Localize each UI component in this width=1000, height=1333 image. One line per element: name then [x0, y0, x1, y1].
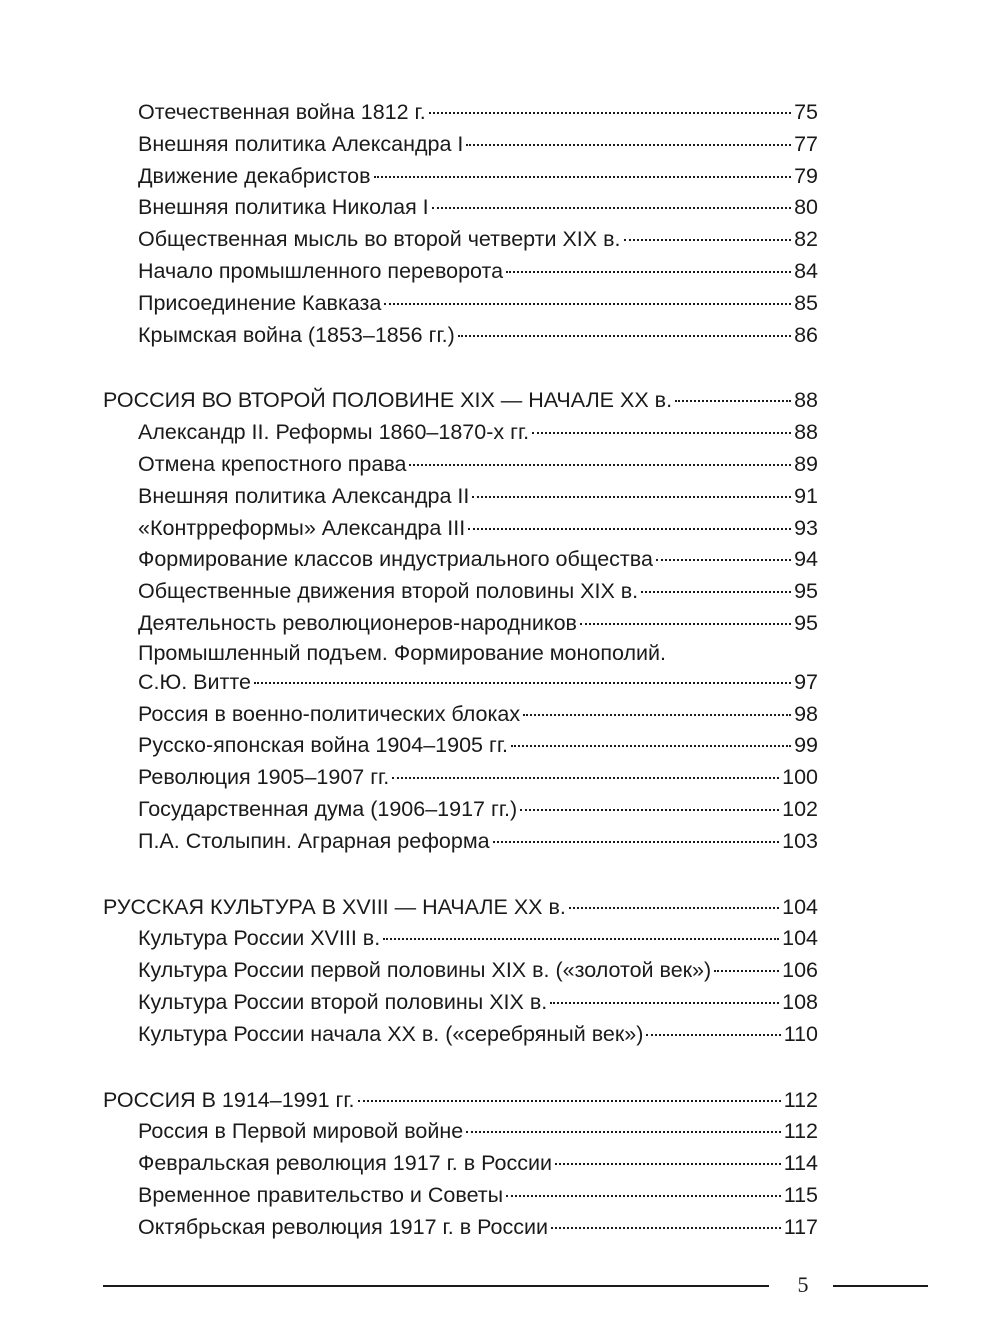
toc-entry[interactable]	[103, 288, 818, 320]
toc-entry[interactable]	[103, 1148, 818, 1180]
toc-entry-title: Деятельность революционеров-народников	[138, 610, 577, 635]
toc-entry-title: Александр II. Реформы 1860–1870-х гг.	[138, 420, 530, 445]
toc-entry-title: Внешняя политика Александра I	[138, 131, 464, 156]
toc-section-heading[interactable]	[103, 385, 818, 417]
dot-leader	[624, 239, 792, 241]
toc-entry-page-number: 115	[783, 1182, 818, 1207]
toc-entry-page-number: 108	[782, 989, 818, 1014]
toc-entry-title: Формирование классов индустриального общества	[138, 547, 653, 572]
toc-entry-title: Отмена крепостного права	[138, 451, 407, 476]
toc-entry-title: Начало промышленного переворота	[138, 258, 504, 283]
dot-leader	[675, 400, 791, 402]
dot-leader	[493, 841, 780, 843]
toc-section	[103, 892, 818, 1051]
toc-entry-title: Общественная мысль во второй четверти XIX в.	[138, 227, 621, 252]
toc-entry-title: Временное правительство и Советы	[138, 1182, 504, 1207]
toc-entry[interactable]	[103, 762, 818, 794]
toc-entry-title: Крымская война (1853–1856 гг.)	[138, 322, 455, 347]
toc-section-heading-page-number: 88	[794, 388, 818, 413]
dot-leader	[374, 176, 792, 178]
toc-entry[interactable]	[103, 1180, 818, 1212]
table-of-contents	[103, 97, 818, 1278]
page-footer	[103, 1270, 928, 1300]
dot-leader	[656, 559, 791, 561]
toc-entry-title: Культура России второй половины XIX в.	[138, 989, 548, 1014]
toc-section-heading[interactable]	[103, 892, 818, 924]
toc-entry[interactable]	[103, 730, 818, 762]
dot-leader	[392, 777, 779, 779]
dot-leader	[506, 271, 791, 273]
dot-leader	[555, 1163, 781, 1165]
toc-section-heading-title: РУССКАЯ КУЛЬТУРА В XVIII — НАЧАЛЕ XX в.	[103, 894, 566, 919]
toc-section-heading-page-number: 104	[782, 894, 818, 919]
dot-leader	[468, 528, 791, 530]
toc-entry-page-number: 100	[782, 765, 818, 790]
toc-entry[interactable]	[103, 923, 818, 955]
toc-entry-page-number: 99	[794, 733, 818, 758]
toc-entry-title: Внешняя политика Николая I	[138, 195, 429, 220]
toc-entry-page-number: 95	[794, 610, 818, 635]
footer-rule-left	[103, 1285, 769, 1287]
toc-entry-title: Русско-японская война 1904–1905 гг.	[138, 733, 509, 758]
toc-section	[103, 385, 818, 857]
toc-entry[interactable]	[103, 129, 818, 161]
toc-entry-title: Россия в Первой мировой войне	[138, 1119, 464, 1144]
page-number: 5	[797, 1272, 809, 1297]
toc-entry[interactable]	[103, 256, 818, 288]
toc-entry-page-number: 95	[794, 579, 818, 604]
dot-leader	[641, 591, 791, 593]
dot-leader	[714, 970, 779, 972]
toc-entry-title: «Контрреформы» Александра III	[138, 515, 466, 540]
dot-leader	[580, 623, 791, 625]
toc-entry-page-number: 110	[783, 1021, 818, 1046]
toc-entry[interactable]	[103, 955, 818, 987]
toc-entry-title: Революция 1905–1907 гг.	[138, 765, 390, 790]
toc-section-heading[interactable]	[103, 1085, 818, 1117]
dot-leader	[458, 335, 791, 337]
toc-entry[interactable]	[103, 97, 818, 129]
toc-entry-title: Отечественная война 1812 г.	[138, 100, 426, 124]
toc-entry-page-number: 84	[794, 258, 818, 283]
dot-leader	[472, 496, 791, 498]
toc-entry-page-number: 91	[794, 483, 818, 508]
toc-entry[interactable]	[103, 826, 818, 858]
dot-leader	[646, 1034, 780, 1036]
toc-entry-page-number: 112	[783, 1119, 818, 1144]
toc-entry-title: П.А. Столыпин. Аграрная реформа	[138, 828, 490, 853]
toc-section	[103, 1085, 818, 1244]
toc-entry-page-number: 85	[794, 290, 818, 315]
toc-entry[interactable]	[103, 576, 818, 608]
toc-entry[interactable]	[103, 667, 818, 699]
dot-leader	[569, 907, 779, 909]
footer-rule-right	[833, 1285, 928, 1287]
toc-entry-page-number: 114	[783, 1151, 818, 1176]
toc-entry-title: Общественные движения второй половины XIX в.	[138, 579, 639, 604]
toc-entry-page-number: 102	[782, 796, 818, 821]
toc-entry-title: Культура России начала XX в. («серебряный век»)	[138, 1021, 644, 1046]
toc-entry[interactable]	[103, 794, 818, 826]
dot-leader	[506, 1195, 781, 1197]
dot-leader	[432, 207, 791, 209]
toc-entry-title: Движение декабристов	[138, 163, 371, 188]
toc-entry-title: Государственная дума (1906–1917 гг.)	[138, 796, 518, 821]
toc-entry-title: Россия в военно-политических блоках	[138, 701, 521, 726]
toc-entry[interactable]	[103, 699, 818, 731]
toc-entry-title: Культура России первой половины XIX в. («золотой век»)	[138, 958, 712, 983]
toc-entry-page-number: 77	[794, 131, 818, 156]
toc-entry[interactable]	[103, 161, 818, 193]
toc-section	[103, 97, 818, 351]
toc-entry-page-number: 88	[794, 420, 818, 445]
toc-entry-page-number: 117	[783, 1214, 818, 1239]
toc-entry[interactable]	[103, 1116, 818, 1148]
toc-entry[interactable]	[103, 481, 818, 513]
toc-entry-page-number: 80	[794, 195, 818, 220]
toc-section-heading-page-number: 112	[783, 1087, 818, 1112]
toc-entry-page-number: 104	[782, 926, 818, 951]
dot-leader	[551, 1227, 781, 1229]
toc-entry[interactable]	[103, 1019, 818, 1051]
dot-leader	[550, 1002, 779, 1004]
toc-entry-page-number: 89	[794, 451, 818, 476]
dot-leader	[466, 1131, 781, 1133]
toc-entry[interactable]	[103, 417, 818, 449]
dot-leader	[520, 809, 779, 811]
dot-leader	[523, 714, 791, 716]
toc-entry[interactable]	[103, 608, 818, 640]
dot-leader	[358, 1100, 781, 1102]
toc-entry[interactable]	[103, 987, 818, 1019]
dot-leader	[254, 682, 791, 684]
toc-entry-page-number: 103	[782, 828, 818, 853]
dot-leader	[384, 303, 791, 305]
dot-leader	[409, 464, 791, 466]
dot-leader	[429, 112, 791, 114]
dot-leader	[532, 432, 791, 434]
toc-entry[interactable]	[103, 224, 818, 256]
toc-entry-title: Октябрьская революция 1917 г. в России	[138, 1214, 548, 1239]
toc-entry-page-number: 97	[794, 669, 818, 694]
toc-entry-title: С.Ю. Витте	[138, 669, 251, 694]
toc-entry-page-number: 79	[794, 163, 818, 188]
dot-leader	[383, 938, 779, 940]
toc-entry-page-number: 94	[794, 547, 818, 572]
toc-entry-page-number: 75	[794, 100, 818, 124]
toc-entry-title: Февральская революция 1917 г. в России	[138, 1151, 553, 1176]
dot-leader	[466, 144, 791, 146]
toc-entry-page-number: 106	[782, 958, 818, 983]
toc-entry[interactable]	[103, 513, 818, 545]
toc-entry[interactable]	[103, 449, 818, 481]
toc-entry-title: Присоединение Кавказа	[138, 290, 382, 315]
toc-section-heading-title: РОССИЯ В 1914–1991 гг.	[103, 1087, 355, 1112]
toc-entry[interactable]	[103, 544, 818, 576]
toc-section-heading-title: РОССИЯ ВО ВТОРОЙ ПОЛОВИНЕ XIX — НАЧАЛЕ XX в.	[103, 388, 673, 413]
toc-entry-title-line: Промышленный подъем. Формирование монополий.	[138, 640, 667, 665]
toc-entry-page-number: 82	[794, 227, 818, 252]
toc-entry[interactable]	[103, 320, 818, 352]
toc-entry-title: Культура России XVIII в.	[138, 926, 381, 951]
toc-entry-page-number: 86	[794, 322, 818, 347]
toc-entry-page-number: 93	[794, 515, 818, 540]
toc-entry-page-number: 98	[794, 701, 818, 726]
toc-entry[interactable]	[103, 1212, 818, 1244]
dot-leader	[511, 745, 791, 747]
toc-entry[interactable]	[103, 192, 818, 224]
toc-entry-title: Внешняя политика Александра II	[138, 483, 470, 508]
